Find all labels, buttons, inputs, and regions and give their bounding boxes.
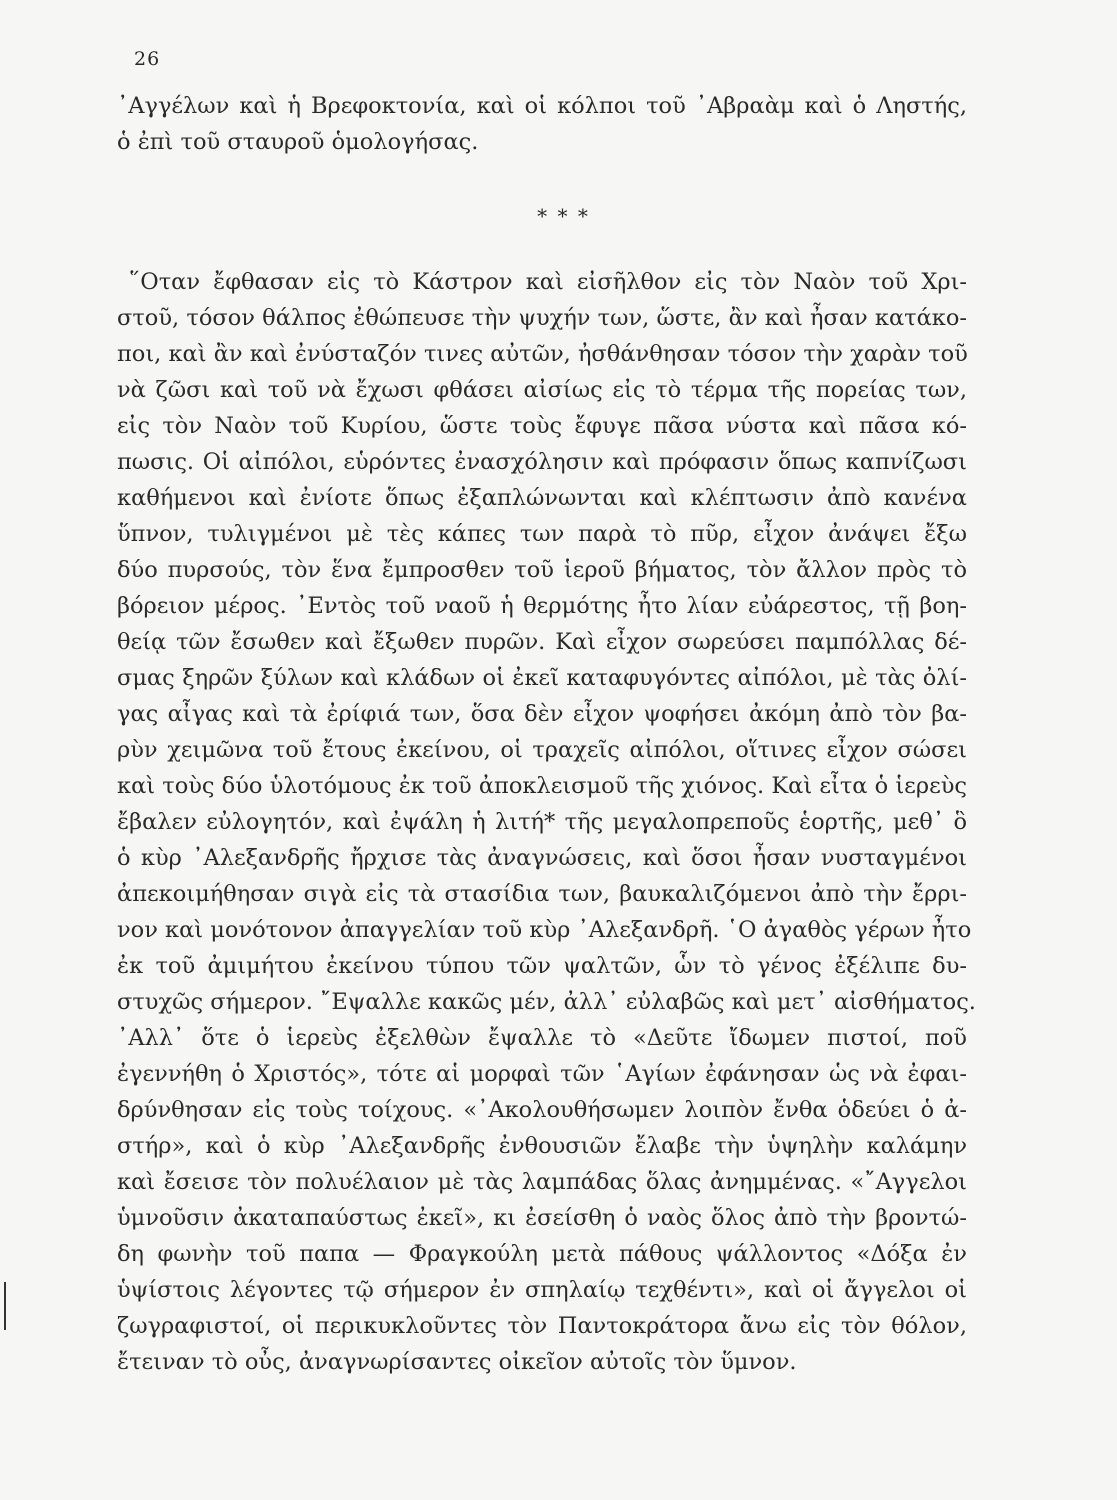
text-line: ῞Οταν ἔφθασαν εἰς τὸ Κάστρον καὶ εἰσῆλθον εἰς τὸν Ναὸν τοῦ Χρι- xyxy=(129,269,967,295)
text-line: ὕπνον, τυλιγμένοι μὲ τὲς κάπες των παρὰ τὸ πῦρ, εἶχον ἀνάψει ἔξω xyxy=(117,521,967,547)
text-line: ζωγραφιστοί, οἱ περικυκλοῦντες τὸν Παντοκράτορα ἄνω εἰς τὸν θόλον, xyxy=(117,1313,967,1339)
text-line: δύο πυρσούς, τὸν ἕνα ἔμπροσθεν τοῦ ἱεροῦ βήματος, τὸν ἄλλον πρὸς τὸ xyxy=(117,557,967,583)
text-line: γας αἶγας καὶ τὰ ἐρίφιά των, ὅσα δὲν εἶχον ψοφήσει ἀκόμη ἀπὸ τὸν βα- xyxy=(117,701,967,727)
text-line: δρύνθησαν εἰς τοὺς τοίχους. «᾿Ακολουθήσωμεν λοιπὸν ἔνθα ὁδεύει ὁ ἀ- xyxy=(117,1097,967,1123)
text-line: ᾿Αλλ᾿ ὅτε ὁ ἱερεὺς ἐξελθὼν ἔψαλλε τὸ «Δεῦτε ἴδωμεν πιστοί, ποῦ xyxy=(117,1025,967,1051)
page-number: 26 xyxy=(134,48,161,70)
text-line: εἰς τὸν Ναὸν τοῦ Κυρίου, ὥστε τοὺς ἔφυγε πᾶσα νύστα καὶ πᾶσα κό- xyxy=(117,413,967,439)
text-line: ποι, καὶ ἂν καὶ ἐνύσταζόν τινες αὐτῶν, ἠσθάνθησαν τόσον τὴν χαρὰν τοῦ xyxy=(117,341,968,367)
text-line: στήρ», καὶ ὁ κὺρ ᾿Αλεξανδρῆς ἐνθουσιῶν ἔλαβε τὴν ὑψηλὴν καλάμην xyxy=(117,1133,967,1159)
text-line: ὁ ἐπὶ τοῦ σταυροῦ ὁμολογήσας. xyxy=(117,129,479,155)
text-line: καθήμενοι καὶ ἐνίοτε ὅπως ἐξαπλώνωνται καὶ κλέπτωσιν ἀπὸ κανένα xyxy=(117,485,967,511)
text-line: ὑψίστοις λέγοντες τῷ σήμερον ἐν σπηλαίῳ τεχθέντι», καὶ οἱ ἄγγελοι οἱ xyxy=(117,1277,967,1303)
text-line: θείᾳ τῶν ἔσωθεν καὶ ἔξωθεν πυρῶν. Καὶ εἶχον σωρεύσει παμπόλλας δέ- xyxy=(117,629,967,655)
text-line: σμας ξηρῶν ξύλων καὶ κλάδων οἱ ἐκεῖ καταφυγόντες αἰπόλοι, μὲ τὰς ὀλί- xyxy=(117,665,967,691)
text-line: δη φωνὴν τοῦ παπα — Φραγκούλη μετὰ πάθους ψάλλοντος «Δόξα ἐν xyxy=(117,1241,967,1267)
text-line: ρὺν χειμῶνα τοῦ ἔτους ἐκείνου, οἱ τραχεῖς αἰπόλοι, οἵτινες εἶχον σώσει xyxy=(117,737,967,763)
paragraph-main xyxy=(117,264,976,1380)
text-line: ἔτειναν τὸ οὖς, ἀναγνωρίσαντες οἰκεῖον αὐτοῖς τὸν ὕμνον. xyxy=(117,1349,797,1375)
text-line: καὶ τοὺς δύο ὑλοτόμους ἐκ τοῦ ἀποκλεισμοῦ τῆς χιόνος. Καὶ εἶτα ὁ ἱερεὺς xyxy=(117,773,967,799)
text-line: στοῦ, τόσον θάλπος ἐθώπευσε τὴν ψυχήν των, ὥστε, ἂν καὶ ἦσαν κατάκο- xyxy=(117,305,967,331)
margin-mark xyxy=(4,1282,6,1330)
text-line: νὰ ζῶσι καὶ τοῦ νὰ ἔχωσι φθάσει αἰσίως εἰς τὸ τέρμα τῆς πορείας των, xyxy=(117,377,967,403)
text-line: νον καὶ μονότονον ἀπαγγελίαν τοῦ κὺρ ᾿Αλεξανδρῆ. ῾Ο ἀγαθὸς γέρων ἦτο xyxy=(117,917,972,943)
text-line: ὁ κὺρ ᾿Αλεξανδρῆς ἤρχισε τὰς ἀναγνώσεις, καὶ ὅσοι ἦσαν νυσταγμένοι xyxy=(117,845,967,871)
section-separator: * * * xyxy=(537,204,590,228)
text-line: στυχῶς σήμερον. ῎Εψαλλε κακῶς μέν, ἀλλ᾿ εὐλαβῶς καὶ μετ᾿ αἰσθήματος. xyxy=(117,989,976,1015)
text-line: καὶ ἔσεισε τὸν πολυέλαιον μὲ τὰς λαμπάδας ὅλας ἀνημμένας. «῎Αγγελοι xyxy=(117,1169,967,1195)
text-line: ἐκ τοῦ ἀμιμήτου ἐκείνου τύπου τῶν ψαλτῶν, ὧν τὸ γένος ἐξέλιπε δυ- xyxy=(117,953,967,979)
text-line: ἔβαλεν εὐλογητόν, καὶ ἐψάλη ἡ λιτή* τῆς μεγαλοπρεποῦς ἑορτῆς, μεθ᾿ ὃ xyxy=(117,809,967,835)
text-line: πωσις. Οἱ αἰπόλοι, εὑρόντες ἐνασχόλησιν καὶ πρόφασιν ὅπως καπνίζωσι xyxy=(117,449,967,475)
paragraph-continuation xyxy=(117,88,967,160)
text-line: ἐγεννήθη ὁ Χριστός», τότε αἱ μορφαὶ τῶν ῾Αγίων ἐφάνησαν ὡς νὰ ἐφαι- xyxy=(117,1061,967,1087)
text-line: ἀπεκοιμήθησαν σιγὰ εἰς τὰ στασίδια των, βαυκαλιζόμενοι ἀπὸ τὴν ἔρρι- xyxy=(117,881,967,907)
text-line: ὑμνοῦσιν ἀκαταπαύστως ἐκεῖ», κι ἐσείσθη ὁ ναὸς ὅλος ἀπὸ τὴν βροντώ- xyxy=(117,1205,967,1231)
text-line: βόρειον μέρος. ᾿Εντὸς τοῦ ναοῦ ἡ θερμότης ἦτο λίαν εὐάρεστος, τῇ βοη- xyxy=(117,593,967,619)
text-line: ᾿Αγγέλων καὶ ἡ Βρεφοκτονία, καὶ οἱ κόλποι τοῦ ᾿Αβραὰμ καὶ ὁ Ληστής, xyxy=(117,93,967,119)
